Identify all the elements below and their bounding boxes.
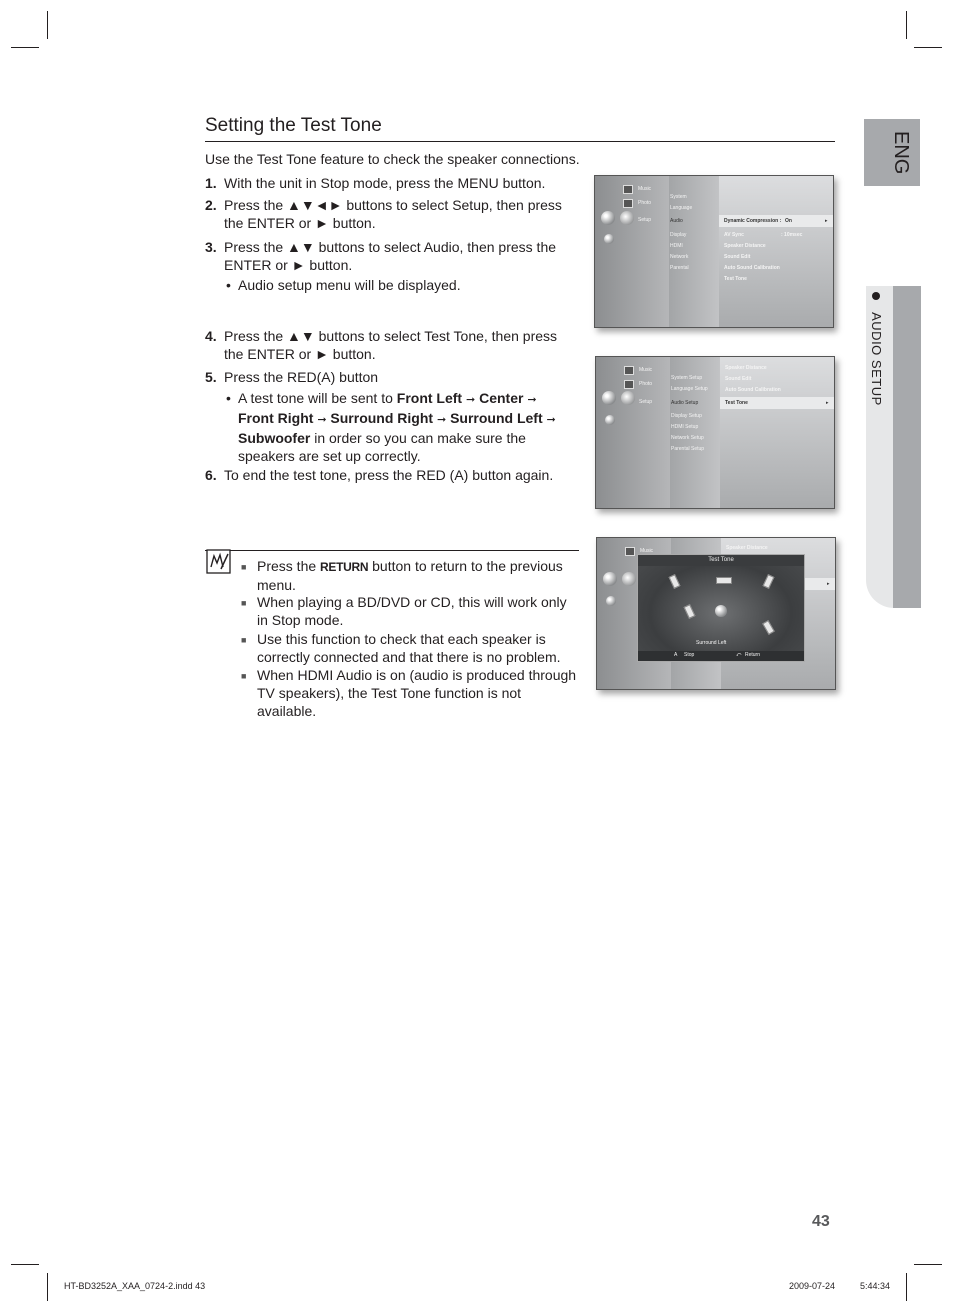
disc-icon [601, 211, 615, 225]
photo-icon [624, 380, 634, 389]
speaker-icon [763, 574, 775, 589]
speaker-icon [684, 604, 696, 619]
note-divider [205, 550, 579, 551]
crop-mark [11, 47, 39, 48]
step-4: 4. Press the ▲▼ buttons to select Test Tone, then press the ENTER or ► button. [205, 328, 558, 362]
footer-time: 5:44:34 [860, 1281, 891, 1291]
note-item: ■ When playing a BD/DVD or CD, this will work only in Stop mode. [241, 594, 567, 628]
listener-icon [715, 605, 727, 617]
section-tab [866, 286, 921, 608]
music-icon [624, 366, 634, 375]
globe-icon [604, 234, 614, 244]
step-1: 1. With the unit in Stop mode, press the MENU button. [205, 175, 546, 191]
crop-mark [47, 1273, 48, 1301]
crop-mark [914, 47, 942, 48]
square-bullet-icon: ■ [241, 635, 247, 645]
footer-file: HT-BD3252A_XAA_0724-2.indd 43 [64, 1281, 206, 1291]
note-item: ■ When HDMI Audio is on (audio is produced through TV speakers), the Test Tone function is not available. [241, 667, 577, 719]
square-bullet-icon: ■ [241, 598, 247, 608]
crop-mark [47, 11, 48, 39]
popup-title: Test Tone [638, 555, 804, 566]
crop-mark [11, 1264, 39, 1265]
intro-text: Use the Test Tone feature to check the speaker connections. [205, 151, 580, 167]
section-tab-label: AUDIO SETUP [869, 312, 884, 406]
step-6: 6. To end the test tone, press the RED (A) button again. [205, 467, 554, 483]
globe-icon [606, 596, 616, 606]
crop-mark [914, 1264, 942, 1265]
gear-icon [621, 391, 635, 405]
step-5: 5. Press the RED(A) button [205, 369, 379, 385]
speaker-icon [716, 577, 732, 584]
page-number: 43 [812, 1213, 830, 1230]
disc-icon [603, 572, 617, 586]
language-tab [864, 119, 920, 186]
screenshot-test-tone-select: Music Photo Setup System Setup Language Setup Audio Setup Display Setup HDMI Setup Network Setup Parental Setup Speaker Distance Sound Edit Auto Sound Calibration Test Tone ▸ [595, 356, 835, 509]
speaker-icon [762, 620, 775, 635]
note-item: ■ Use this function to check that each speaker is correctly connected and that there is no problem. [241, 631, 561, 665]
footer-date: 2009-07-24 [789, 1281, 836, 1291]
gear-icon [620, 211, 634, 225]
screenshot-test-tone-popup: Music Speaker Distance ▸ Test Tone Surround Left A Stop ⤺ Return [596, 537, 836, 690]
bullet-icon [872, 292, 880, 300]
screenshot-audio-menu: Music Photo Setup System Language Audio Display HDMI Network Parental Dynamic Compression : On ▸ AV Sync : 10msec Speaker Distance Sound Edit Auto Sound Calibration Test Tone [594, 175, 834, 328]
step-5-bullet: • A test tone will be sent to Front Left ➞ Center ➞ Front Right ➞ Surround Right ➞ Surround Left ➞ Subwoofer in order so you can make sure the speakers are set up correctly. [226, 390, 556, 464]
square-bullet-icon: ■ [241, 562, 247, 572]
speaker-icon [669, 574, 681, 589]
crop-mark [906, 11, 907, 39]
disc-icon [602, 391, 616, 405]
step-3: 3. Press the ▲▼ buttons to select Audio, then press the ENTER or ► button. [205, 239, 557, 273]
crop-mark [906, 1273, 907, 1301]
note-icon [206, 549, 231, 574]
language-tab-label: ENG [890, 131, 912, 175]
page-title: Setting the Test Tone [205, 114, 835, 142]
note-item: ■ Press the RETURN button to return to the previous menu. [241, 558, 563, 593]
step-2: 2. Press the ▲▼◄► buttons to select Setup, then press the ENTER or ► button. [205, 197, 562, 231]
music-icon [625, 547, 635, 556]
step-3-bullet: • Audio setup menu will be displayed. [226, 277, 461, 293]
globe-icon [605, 415, 615, 425]
photo-icon [623, 199, 633, 208]
test-tone-popup: Test Tone Surround Left A Stop ⤺ Return [637, 554, 805, 662]
gear-icon [622, 572, 636, 586]
square-bullet-icon: ■ [241, 671, 247, 681]
music-icon [623, 185, 633, 194]
